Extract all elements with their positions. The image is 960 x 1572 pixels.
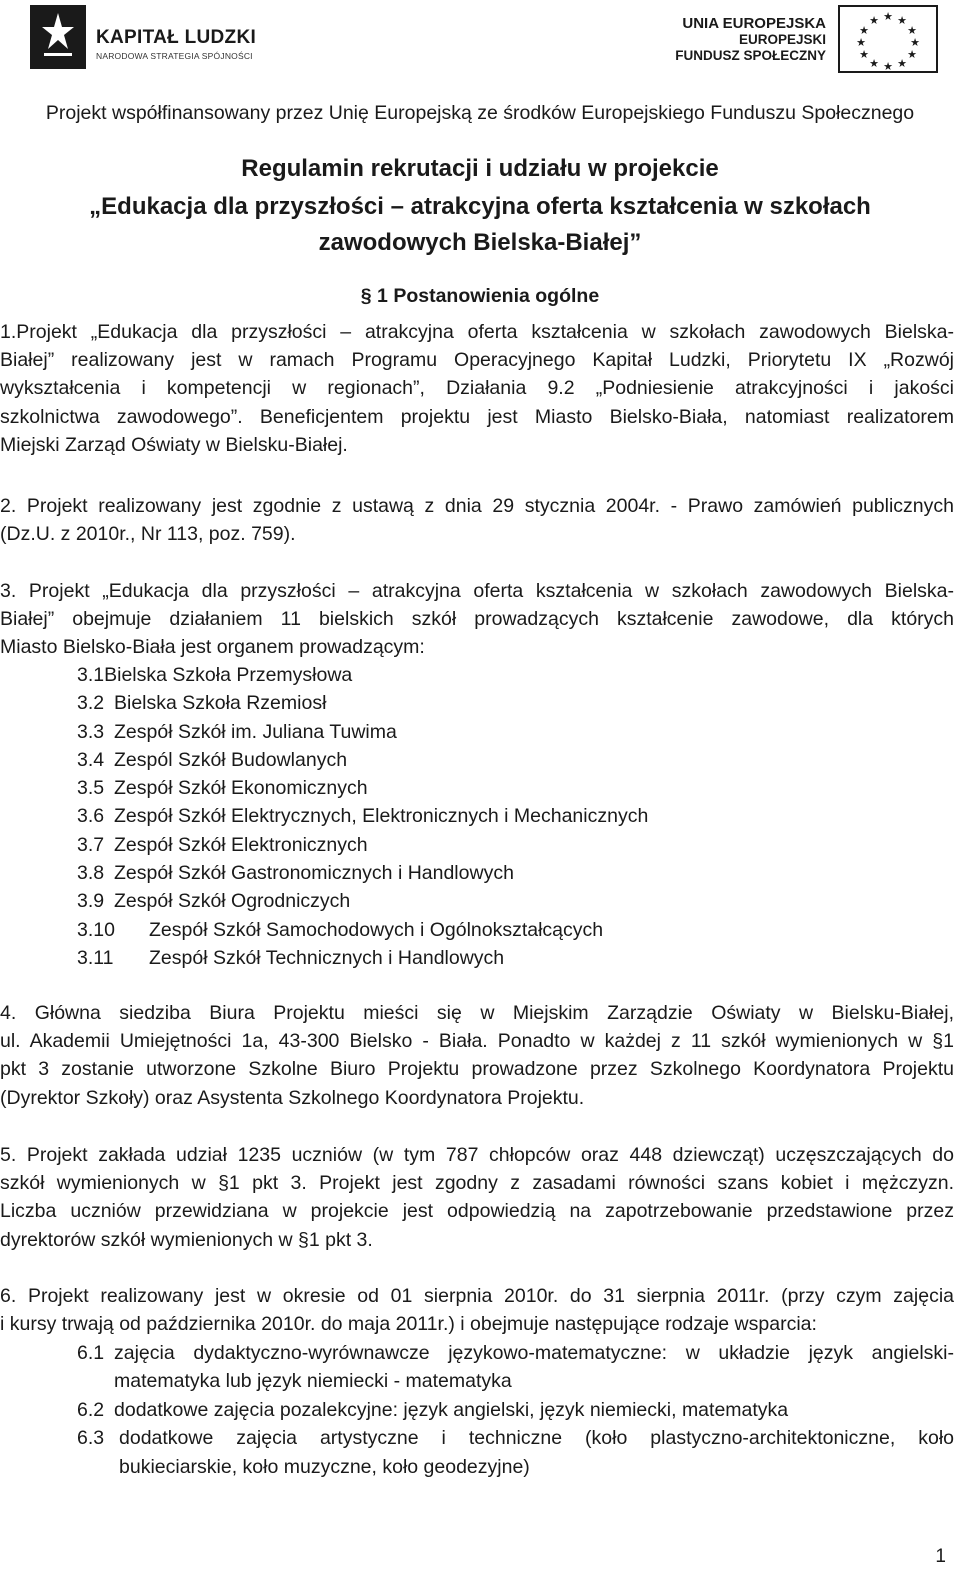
paragraph-line: Liczba uczniów przewidziana w projekcie jest odpowiedzią na zapotrzebowanie przedstawione przez — [0, 1200, 954, 1223]
svg-text:★: ★ — [897, 57, 907, 70]
svg-text:★: ★ — [907, 48, 917, 61]
kapital-ludzki-logo — [30, 5, 270, 69]
list-item-number: 3.7 — [77, 833, 105, 856]
paragraph-line: 1.Projekt „Edukacja dla przyszłości – atrakcyjna oferta kształcenia w szkołach zawodowych Bielska- — [0, 321, 954, 343]
support-item-number: 6.1 — [77, 1342, 105, 1364]
paragraph-line: 6. Projekt realizowany jest w okresie od 01 sierpnia 2010r. do 31 sierpnia 2011r. (przy czym zajęcia — [0, 1285, 954, 1307]
list-item-text: Zespół Szkół Ekonomicznych — [114, 777, 368, 800]
document-title-line3: zawodowych Bielska-Białej” — [318, 229, 642, 256]
list-item-text: Zespół Szkół Ogrodniczych — [114, 890, 351, 913]
paragraph-line: Miasto Bielsko-Biała jest organem prowadzącym: — [0, 636, 425, 659]
support-item-text: zajęcia dydaktyczno-wyrównawcze językowo-matematyczne: w układzie język angielski- — [114, 1342, 954, 1364]
support-item-text: dodatkowe zajęcia pozalekcyjne: język angielski, język niemiecki, matematyka — [114, 1398, 789, 1421]
list-item — [77, 718, 648, 746]
svg-text:★: ★ — [869, 14, 879, 27]
paragraph-line: i kursy trwają od października 2010r. do maja 2011r.) i obejmuje następujące rodzaje wsparcia: — [0, 1313, 817, 1336]
list-item-number: 3.3 — [77, 720, 105, 743]
kapital-ludzki-emblem-icon — [30, 5, 86, 69]
paragraph-line: Miejski Zarząd Oświaty w Bielsku-Białej. — [0, 433, 348, 456]
list-item — [77, 689, 648, 717]
svg-text:★: ★ — [910, 36, 920, 49]
paragraph-line: (Dyrektor Szkoły) oraz Asystenta Szkolnego Koordynatora Projektu. — [0, 1086, 585, 1109]
support-item-continuation: bukieciarskie, koło muzyczne, koło geodezyjne) — [119, 1455, 530, 1478]
list-item — [77, 774, 648, 802]
paragraph-2 — [0, 492, 954, 548]
paragraph-line: 2. Projekt realizowany jest zgodnie z ustawą z dnia 29 stycznia 2004r. - Prawo zamówień publicznych — [0, 495, 954, 517]
document-title-line1: Regulamin rekrutacji i udziału w projekcie — [241, 155, 719, 182]
paragraph-line: szkół wymienionych w §1 pkt 3. Projekt jest zgodny z zasadami równości szans kobiet i mężczyzn. — [0, 1172, 954, 1195]
list-item — [77, 831, 648, 859]
paragraph-line: 4. Główna siedziba Biura Projektu mieści się w Miejskim Zarządzie Oświaty w Bielsku-Białej, — [0, 1002, 954, 1024]
list-item-text: Zespół Szkół Elektrycznych, Elektronicznych i Mechanicznych — [114, 805, 649, 828]
list-item — [77, 859, 648, 887]
list-item-text: Bielska Szkoła Rzemiosł — [114, 692, 327, 715]
cofinancing-note: Projekt współfinansowany przez Unię Europejską ze środków Europejskiego Funduszu Społecznego — [45, 102, 915, 124]
paragraph-line: (Dz.U. z 2010r., Nr 113, poz. 759). — [0, 523, 296, 546]
list-item-number: 3.1 — [77, 664, 105, 686]
eu-flag-icon — [838, 5, 938, 73]
paragraph-6 — [0, 1282, 954, 1338]
list-item — [77, 944, 648, 972]
paragraph-line: ul. Akademii Umiejętności 1a, 43-300 Bielsko - Biała. Ponadto w każdej z 11 szkół wymienionych w §1 — [0, 1030, 954, 1053]
list-item — [77, 661, 648, 689]
section-heading: § 1 Postanowienia ogólne — [360, 285, 600, 307]
paragraph-5 — [0, 1141, 954, 1254]
support-list — [77, 1339, 954, 1481]
paragraph-3 — [0, 577, 954, 662]
svg-text:★: ★ — [883, 10, 893, 23]
svg-text:★: ★ — [869, 57, 879, 70]
list-item-number: 3.2 — [77, 692, 105, 715]
paragraph-line: Białej” obejmuje działaniem 11 bielskich szkół prowadzących kształcenie zawodowe, dla których — [0, 608, 954, 631]
list-item-number: 3.5 — [77, 777, 105, 800]
list-item-number: 3.4 — [77, 748, 105, 771]
list-item — [77, 746, 648, 774]
list-item-text: Zespół Szkół Technicznych i Handlowych — [149, 946, 505, 969]
paragraph-line: 5. Projekt zakłada udział 1235 uczniów (w tym 787 chłopców oraz 448 dziewcząt) uczęszczających do — [0, 1144, 954, 1166]
eu-logo-text — [675, 15, 826, 64]
support-item — [77, 1339, 954, 1367]
list-item-text: Zespół Szkół Gastronomicznych i Handlowych — [114, 862, 514, 885]
support-item-number: 6.2 — [77, 1398, 105, 1421]
kapital-ludzki-title: KAPITAŁ LUDZKI — [96, 27, 257, 48]
paragraph-line: szkolnictwa zawodowego”. Beneficjentem projektu jest Miasto Bielsko-Biała, natomiast realizatorem — [0, 405, 954, 428]
list-item-text: Zespół Szkół Samochodowych i Ogólnokształcących — [149, 918, 604, 941]
svg-text:★: ★ — [859, 24, 869, 37]
paragraph-line: dyrektorów szkół wymienionych w §1 pkt 3. — [0, 1228, 373, 1251]
paragraph-line: 3. Projekt „Edukacja dla przyszłości – atrakcyjna oferta kształcenia w szkołach zawodowych Bielska- — [0, 580, 954, 602]
document-title-line2: „Edukacja dla przyszłości – atrakcyjna oferta kształcenia w szkołach — [89, 193, 871, 220]
list-item-number: 3.6 — [77, 805, 105, 828]
paragraph-line: wykształcenia i kompetencji w regionach”, Działania 9.2 „Podniesienie atrakcyjności i jakości — [0, 377, 954, 400]
list-item-number: 3.11 — [77, 946, 114, 969]
list-item-text: Zespól Szkół Budowlanych — [114, 748, 348, 771]
support-item-continuation: matematyka lub język niemiecki - matematyka — [114, 1370, 512, 1393]
svg-text:★: ★ — [856, 36, 866, 49]
svg-text:★: ★ — [907, 24, 917, 37]
svg-text:★: ★ — [859, 48, 869, 61]
list-item-text: Zespół Szkół Elektronicznych — [114, 833, 368, 856]
support-item — [77, 1396, 954, 1424]
svg-text:★: ★ — [897, 14, 907, 27]
list-item-text: Bielska Szkoła Przemysłowa — [104, 664, 353, 686]
list-item-number: 3.10 — [77, 918, 115, 941]
paragraph-line: Białej” realizowany jest w ramach Programu Operacyjnego Kapitał Ludzki, Priorytetu IX „Rozwój — [0, 349, 954, 372]
list-item-number: 3.8 — [77, 862, 105, 885]
paragraph-1 — [0, 318, 954, 459]
eu-logo — [648, 5, 938, 75]
list-item — [77, 802, 648, 830]
page-number: 1 — [935, 1546, 946, 1567]
eu-logo-line2: EUROPEJSKI — [738, 32, 826, 47]
eu-logo-line1: UNIA EUROPEJSKA — [682, 15, 826, 32]
list-item-number: 3.9 — [77, 890, 105, 913]
paragraph-4 — [0, 999, 954, 1112]
list-item — [77, 887, 648, 915]
list-item-text: Zespół Szkół im. Juliana Tuwima — [114, 720, 397, 743]
kapital-ludzki-subtitle: NARODOWA STRATEGIA SPÓJNOŚCI — [96, 51, 253, 61]
schools-list — [77, 661, 648, 972]
list-item — [77, 916, 648, 944]
support-item-text: dodatkowe zajęcia artystyczne i techniczne (koło plastyczno-architektoniczne, koło — [119, 1427, 954, 1450]
support-item-number: 6.3 — [77, 1427, 105, 1450]
eu-logo-line3: FUNDUSZ SPOŁECZNY — [675, 48, 826, 63]
svg-text:★: ★ — [883, 60, 893, 71]
support-item — [77, 1424, 954, 1452]
paragraph-line: pkt 3 zostanie utworzone Szkolne Biuro Projektu prowadzone przez Szkolnego Koordynatora Projektu — [0, 1058, 954, 1081]
